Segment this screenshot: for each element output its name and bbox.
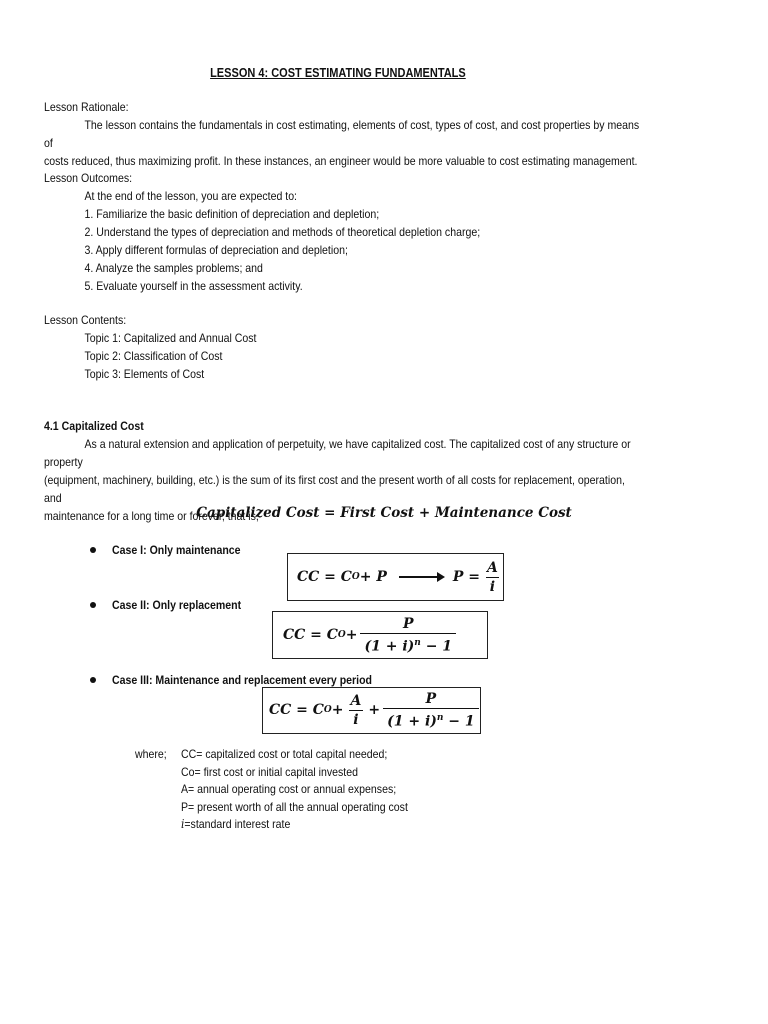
section-line-2: (equipment, machinery, building, etc.) is the sum of its first cost and the present worth of all costs for replacement, operation, and xyxy=(44,473,625,505)
where-label: where; xyxy=(135,747,167,761)
rationale-section xyxy=(44,98,642,170)
formula-cc-eq: CC = C xyxy=(297,569,352,585)
outcomes-section xyxy=(44,169,642,295)
case-3-formula-box: CC = C O + $\frac{A}{i}$ + $\frac{P}{(1 + i)^n - 1}$ xyxy=(262,687,481,734)
rationale-line-1: The lesson contains the fundamentals in cost estimating, elements of cost, types of cost, and cost properties by means of xyxy=(44,118,640,150)
definition-line: P= present worth of all the annual operating cost xyxy=(181,799,408,814)
rationale-label: Lesson Rationale: xyxy=(44,100,129,114)
contents-item: Topic 2: Classification of Cost xyxy=(84,349,223,363)
contents-section xyxy=(44,311,642,383)
definition-line: Co= first cost or initial capital invested xyxy=(181,764,358,779)
rationale-line-2: costs reduced, thus maximizing profit. In these instances, an engineer would be more valuable to cost estimating management. xyxy=(44,154,638,168)
bullet-icon xyxy=(90,602,96,608)
section-line-3: maintenance for a long time or forever, that is, xyxy=(44,509,259,523)
case-2-label: Case II: Only replacement xyxy=(112,598,242,612)
main-equation: Capitalized Cost = First Cost + Maintenance Cost xyxy=(196,505,572,521)
case-1-formula-box: CC = C O + P P = $\frac{A}{i}$ xyxy=(287,553,504,601)
outcomes-label: Lesson Outcomes: xyxy=(44,171,133,185)
outcome-item: 1. Familiarize the basic definition of depreciation and depletion; xyxy=(84,207,380,221)
definition-line: A= annual operating cost or annual expenses; xyxy=(181,782,397,796)
case-1-label: Case I: Only maintenance xyxy=(112,543,241,557)
bullet-icon xyxy=(90,677,96,683)
outcome-item: 2. Understand the types of depreciation and methods of theoretical depletion charge; xyxy=(84,225,481,239)
bullet-icon xyxy=(90,547,96,553)
section-line-1: As a natural extension and application of perpetuity, we have capitalized cost. The capitalized cost of any structure or property xyxy=(44,437,631,469)
definition-line: CC= capitalized cost or total capital needed; xyxy=(181,747,388,761)
outcome-item: 4. Analyze the samples problems; and xyxy=(84,261,263,275)
outcome-item: 5. Evaluate yourself in the assessment activity. xyxy=(84,279,303,293)
arrow-right-icon xyxy=(399,576,443,578)
outcomes-intro: At the end of the lesson, you are expected to: xyxy=(84,189,297,203)
outcome-item: 3. Apply different formulas of depreciation and depletion; xyxy=(84,243,348,257)
lesson-title: LESSON 4: COST ESTIMATING FUNDAMENTALS xyxy=(210,66,466,80)
contents-item: Topic 1: Capitalized and Annual Cost xyxy=(84,331,257,345)
contents-label: Lesson Contents: xyxy=(44,313,127,327)
definition-line: i=standard interest rate xyxy=(181,817,291,831)
contents-item: Topic 3: Elements of Cost xyxy=(84,367,205,381)
case-3-label: Case III: Maintenance and replacement every period xyxy=(112,673,372,687)
section-heading: 4.1 Capitalized Cost xyxy=(44,419,144,433)
case-2-formula-box: CC = C O + $\frac{P}{(1 + i)^n - 1}$ xyxy=(272,611,488,659)
where-definitions xyxy=(181,746,408,834)
